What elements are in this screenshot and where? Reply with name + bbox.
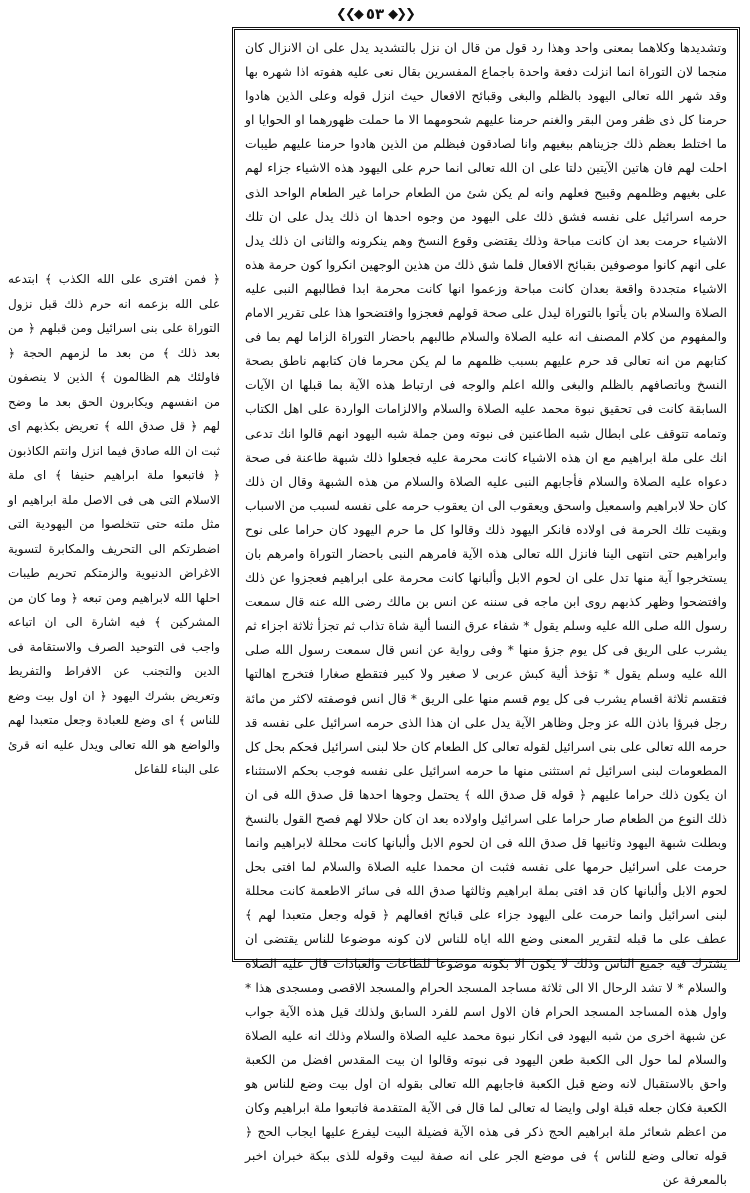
main-text-frame — [232, 27, 740, 1188]
page-number-ornament — [336, 5, 414, 23]
ornament-left-icon: ❮❮◆ — [336, 6, 362, 22]
margin-commentary-text: ﴿ فمن افترى على الله الكذب ﴾ ابتدعه على الله بزعمه انه حرم ذلك قبل نزول التوراة على بنى اسرائيل ومن قبلهم ﴿ من بعد ذلك ﴾ من بعد ما لزمهم الحجة ﴿ فاولئك هم الظالمون ﴾ الذين لا ينصفون من انفسهم ويكابرون الحق بعد ما وضح لهم ﴿ قل صدق الله ﴾ تعريض بكذبهم اى ثبت ان الله صادق فيما انزل وانتم الكاذبون ﴿ فاتبعوا ملة ابراهيم حنيفا ﴾ اى ملة الاسلام التى هى فى الاصل ملة ابراهيم او مثل ملته حتى تتخلصوا من اليهودية التى اضطرتكم الى التحريف والمكابرة لتسوية الاغراض الدنيوية والزمتكم تحريم طيبات احلها الله لابراهيم ومن تبعه ﴿ وما كان من المشركين ﴾ فيه اشارة الى ان اتباعه واجب فى التوحيد الصرف والاستقامة فى الدين والتجنب عن الافراط والتفريط وتعريض بشرك اليهود ﴿ ان اول بيت وضع للناس ﴾ اى وضع للعبادة وجعل متعبدا لهم والواضع هو الله تعالى ويدل عليه انه قرئ على البناء للفاعل — [8, 272, 220, 776]
main-commentary-text: وتشديدها وكلاهما بمعنى واحد وهذا رد قول من قال ان نزل بالتشديد يدل على ان الانزال كان منجما لان التوراة انما انزلت دفعة واحدة باجماع المفسرين بقال نعى عليه هفوته اذا شهره بها وقد شهر الله تعالى اليهود بالظلم والبغى وقبائح الافعال حيث انزل قوله وعلى الذين هادوا حرمنا كل ذى ظفر ومن البقر والغنم حرمنا عليهم شحومهما الا ما حملت ظهورهما او الحوايا او ما اختلط بعظم ذلك جزيناهم ببغيهم وانا لصادقون فبظلم من الذين هادوا حرمنا عليهم طيبات احلت لهم فان هاتين الآيتين دلتا على ان الله تعالى انما حرم على اليهود هذه الاشياء جزاء لهم على بغيهم وظلمهم وقبيح فعلهم وانه لم يكن شئ من الطعام حراما غير الطعام الواحد الذى حرمه اسرائيل على نفسه فشق ذلك على اليهود من وجوه احدها ان ذلك يدل على ان تلك الاشياء حرمت بعد ان كانت مباحة وذلك يقتضى وقوع النسخ وهم ينكرونه والثانى ان ذلك يدل على انهم كانوا موصوفين بقبائح الافعال فلما شق ذلك من هذين الوجهين انكروا كون حرمة هذه الاشياء متجددة واقعة بعدان كانت مباحة وزعموا انها كانت محرمة ابدا فطالبهم النبى عليه الصلاة والسلام بان يأتوا بالتوراة ليدل على صحة قولهم فعجزوا وافتضحوا هذا على تقرير الامام والمفهوم من كلام المصنف انه عليه الصلاة والسلام طالبهم باحضار التوراة الزاما لهم بما فى كتابهم من انه تعالى قد حرم عليهم بسبب ظلمهم ما لم يكن محرما فان كتابهم ناطق بصحة النسخ وباتصافهم بالظلم والبغى والله اعلم والوجه فى ارتباط هذه الآية بما قبلها ان الآيات السابقة كانت فى تحقيق نبوة محمد عليه الصلاة والسلام والالزامات الواردة على اهل الكتاب وتمامه تتوقف على ابطال شبه الطاعنين فى نبوته ومن جملة شبه اليهود انهم قالوا انك تدعى انك على ملة ابراهيم مع ان هذه الاشياء كانت محرمة عليه فجعلوا ذلك شبهة طاعنة فى صحة دعواه عليه الصلاة والسلام فأجابهم النبى عليه الصلاة والسلام من هذه الشبهة وقال ان ذلك كان حلا لابراهيم واسمعيل واسحق ويعقوب الى ان يعقوب حرمه على نفسه لسبب من الاسباب وبقيت تلك الحرمة فى اولاده فانكر اليهود ذلك وقالوا كل ما حرم اليهود كان حراما على نوح وابراهيم حتى انتهى الينا فانزل الله تعالى هذه الآية فامرهم النبى باحضار التوراة وامرهم بان يستخرجوا آية منها تدل على ان لحوم الابل وألبانها كانت محرمة على ابراهيم فعجزوا عن ذلك وافتضحوا وظهر كذبهم روى ابن ماجه فى سننه عن انس بن مالك رضى الله عنه قال سمعت رسول الله صلى الله عليه وسلم يقول * شفاء عرق النسا ألية شاة تذاب ثم تجزأ ثلاثة اجزاء ثم يشرب على الريق فى كل يوم جزؤ منها * وفى رواية عن انس قال سمعت رسول الله صلى الله عليه وسلم يقول * تؤخذ ألية كبش عربى لا صغير ولا كبير فتقطع صغارا فتخرج اهالتها فتقسم ثلاثة اقسام يشرب فى كل يوم قسم منها على الريق * قال انس فوصفته لاكثر من مائة رجل فبرؤا باذن الله عز وجل وظاهر الآية يدل على ان هذا الذى حرمه اسرائيل على نفسه قد حرمه الله تعالى على بنى اسرائيل لقوله تعالى كل الطعام كان حلا لبنى اسرائيل فحكم بحل كل المطعومات لبنى اسرائيل ثم استثنى منها ما حرمه اسرائيل على نفسه فوجب بحكم الاستثناء ان يكون ذلك حراما عليهم ﴿ قوله قل صدق الله ﴾ يحتمل وجوها احدها قل صدق الله فى ان ذلك النوع من الطعام صار حراما على اسرائيل واولاده بعد ان كان حلالا لهم فصح القول بالنسخ وبطلت شبهة اليهود وثانيها قل صدق الله فى ان لحوم الابل وألبانها كانت محللة لابراهيم وانما حرمت على اسرائيل حرمها على نفسه فثبت ان محمدا عليه الصلاة والسلام لما افتى بحل لحوم الابل وألبانها كان قد افتى بملة ابراهيم وثالثها صدق الله فى سائر الاطعمة كانت محللة لبنى اسرائيل وانما حرمت على اليهود جزاء على قبائح افعالهم ﴿ قوله وجعل متعبدا لهم ﴾ عطف على ما قبله لتقرير المعنى وضع الله اياه للناس لان كونه موضوعا للناس يقتضى ان يشترك فيه جميع الناس وذلك لا يكون الا بكونه موضوعا للطاعات والعبادات قال عليه الصلاة والسلام * لا تشد الرحال الا الى ثلاثة مساجد المسجد الحرام والمسجد الاقصى ومسجدى هذا * واول هذه المساجد المسجد الحرام فان الاول اسم للفرد السابق ولذلك قيل هذه الآية جواب عن شبهة اخرى من شبه اليهود فى انكار نبوة محمد عليه الصلاة والسلام وذلك انه عليه الصلاة والسلام لما حول الى الكعبة طعن اليهود فى نبوته وقالوا ان بيت المقدس افضل من الكعبة واحق بالاستقبال لانه وضع قبل الكعبة فاجابهم الله تعالى بقوله ان اول بيت وضع للناس هو الكعبة فكان جعله قبلة اولى وايضا له تعالى لما قال فى الآية المتقدمة فاتبعوا ملة ابراهيم وكان من اعظم شعائر ملة ابراهيم الحج ذكر فى هذه الآية فضيلة البيت ليفرع عليها ايجاب الحج ﴿ قوله تعالى وضع للناس ﴾ فى موضع الجر على انه صفة لبيت وقوله للذى ببكة خبران اخبر بالمعرفة عن — [245, 40, 727, 1188]
margin-commentary-column — [8, 267, 220, 827]
ornament-right-icon: ◆❯❯ — [388, 6, 414, 22]
page-header — [0, 2, 750, 26]
page-number: ٥٣ — [365, 5, 385, 23]
